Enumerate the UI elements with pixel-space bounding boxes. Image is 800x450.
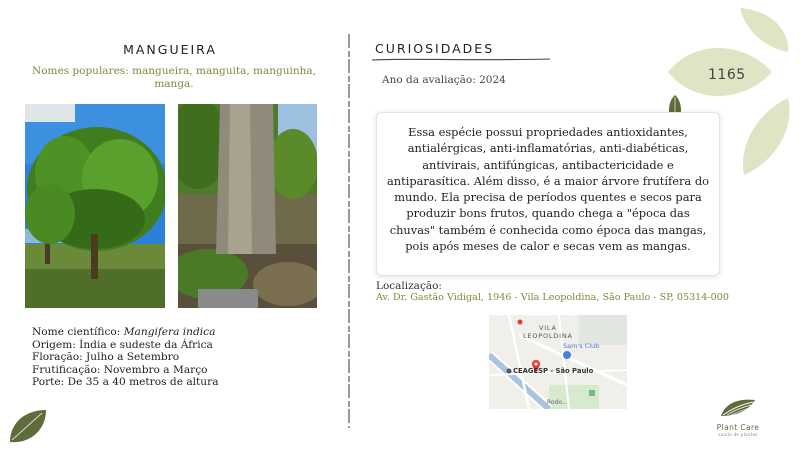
logo-tagline: saúde de plantas: [718, 432, 758, 437]
column-divider: [346, 34, 352, 428]
location-address: Av. Dr. Gastão Vidigal, 1946 - Vila Leopoldina, São Paulo - SP, 05314-000: [376, 292, 729, 303]
origin-row: Origem: Índia e sudeste da África: [32, 338, 213, 351]
brand-logo: [706, 396, 770, 437]
logo-name: Plant Care: [716, 423, 760, 432]
size-row: Porte: De 35 a 40 metros de altura: [32, 376, 219, 389]
fruiting-row: Frutificação: Novembro a Março: [32, 363, 208, 376]
location-label: Localização:: [376, 280, 442, 292]
leaf-shape: [743, 98, 790, 175]
plant-info: [32, 326, 332, 389]
location-map[interactable]: [489, 315, 627, 409]
tree-photo: [25, 104, 165, 308]
leaf-shape: [740, 8, 788, 52]
map-place-label: CEAGESP - São Paulo: [513, 367, 594, 375]
map-store-label: Sam's Club: [563, 342, 600, 350]
curiosity-card: [376, 112, 720, 276]
map-street-label: Rodo...: [547, 399, 568, 406]
map-district-line: VILA: [538, 324, 557, 332]
title-underline: [372, 57, 550, 63]
map-district-label: [523, 324, 573, 340]
scientific-name-row: [32, 326, 332, 339]
map-district-line: LEOPOLDINA: [523, 332, 573, 340]
scientific-name-label: Nome científico:: [32, 326, 124, 338]
logo-leaf-icon: [719, 396, 757, 418]
curiosity-text: Essa espécie possui propriedades antioxidantes, antialérgicas, anti-inflamatórias, anti-diabéticas, antivirais, antifúngicas, antibactericidade e antiparasítica. Além disso, é a maior árvore frutífera do mundo. Ela precisa de períodos quentes e secos para produzir bons frutos, quando chega a "época das chuvas" também é conhecida como época das mangas, pois após meses de calor e secas vem as mangas.: [387, 125, 709, 254]
plant-title: MANGUEIRA: [123, 42, 217, 57]
popular-names: Nomes populares: mangueira, manguita, manguinha, manga.: [32, 65, 316, 90]
evaluation-year: Ano da avaliação: 2024: [382, 74, 506, 86]
section-title: CURIOSIDADES: [375, 41, 495, 56]
scientific-name-value: Mangifera indica: [123, 326, 216, 338]
flowering-row: Floração: Julho a Setembro: [32, 351, 180, 364]
trunk-photo: [178, 104, 317, 308]
decorative-leaf-icon: [6, 408, 48, 446]
id-badge: 1165: [708, 67, 746, 83]
